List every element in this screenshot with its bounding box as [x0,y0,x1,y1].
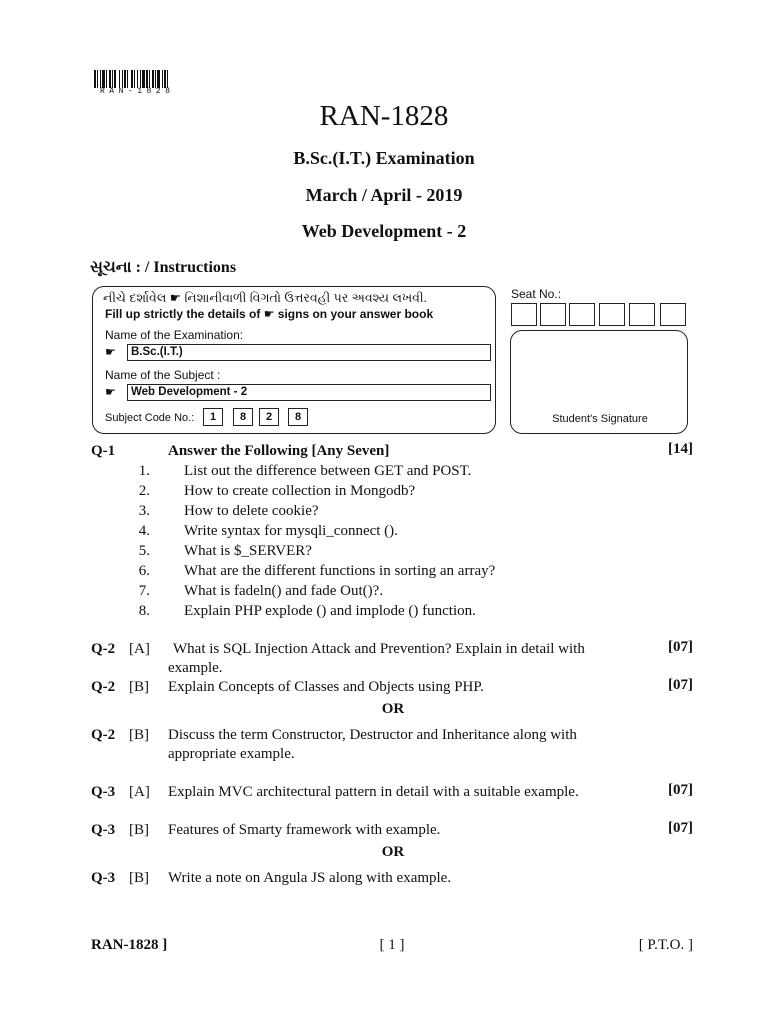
seat-number-cell[interactable] [599,303,625,326]
barcode-bar [167,70,168,88]
question-text: example. [168,660,223,676]
exam-name-field[interactable]: B.Sc.(I.T.) [127,344,491,361]
or-separator: OR [381,844,405,860]
question-marks: [07] [668,820,693,836]
question-number: Q-3 [91,870,116,886]
barcode-bar [122,70,123,88]
question-part: [A] [129,641,150,657]
barcode-bar [146,70,148,88]
barcode-bar [127,70,128,88]
subject-code-digit[interactable]: 2 [259,408,279,426]
barcode-bar [97,70,98,88]
barcode-bar [157,70,160,88]
question-marks: [07] [668,639,693,655]
instructions-heading: સૂચના : / Instructions [90,259,237,276]
barcode-text: RAN-1828 [100,87,175,96]
question-text: appropriate example. [168,746,295,762]
gujarati-instruction: નીચે દર્શાવેલ ☛ નિશાનીવાળી વિગતો ઉત્તરવહી પર અવશ્ય લખવી. [103,291,428,305]
subject-code-digit[interactable]: 8 [288,408,308,426]
candidate-info-box [92,286,496,434]
item-number: 7. [138,583,150,599]
question-text: Explain Concepts of Classes and Objects using PHP. [168,679,484,695]
subject-title: Web Development - 2 [301,221,467,241]
signature-box[interactable] [510,330,688,434]
question-item: How to create collection in Mongodb? [184,483,416,499]
seat-number-cell[interactable] [540,303,566,326]
question-marks: [07] [668,782,693,798]
question-number: Q-1 [91,443,116,459]
question-number: Q-2 [91,679,116,695]
barcode-bar [131,70,133,88]
question-part: [A] [129,784,150,800]
subject-code-digit[interactable]: 8 [233,408,253,426]
subject-code-digit[interactable]: 1 [203,408,223,426]
question-text: Explain MVC architectural pattern in detail with a suitable example. [168,784,579,800]
subject-code-label: Subject Code No.: [105,412,195,424]
exam-title: B.Sc.(I.T.) Examination [293,148,475,168]
question-marks: [07] [668,677,693,693]
item-number: 1. [138,463,150,479]
question-item: What are the different functions in sorting an array? [184,563,496,579]
subject-name-field[interactable]: Web Development - 2 [127,384,491,401]
seat-number-cell[interactable] [629,303,655,326]
barcode-graphic [94,70,214,88]
or-separator: OR [381,701,405,717]
pointing-hand-icon: ☛ [105,345,116,359]
question-item: How to delete cookie? [184,503,319,519]
barcode-bar [152,70,154,88]
barcode-bar [102,70,105,88]
barcode-bar [114,70,116,88]
barcode-bar [106,70,107,88]
question-item: What is $_SERVER? [184,543,312,559]
barcode-bar [100,70,101,88]
seat-number-cell[interactable] [511,303,537,326]
question-text: What is SQL Injection Attack and Prevention? Explain in detail with [173,641,585,657]
seat-number-cell[interactable] [660,303,686,326]
barcode-bar [164,70,166,88]
barcode-bar [137,70,138,88]
question-part: [B] [129,679,149,695]
barcode-bar [119,70,120,88]
barcode-bar [134,70,135,88]
barcode-bar [109,70,111,88]
barcode-bar [155,70,156,88]
item-number: 4. [138,523,150,539]
question-number: Q-3 [91,784,116,800]
question-number: Q-2 [91,641,116,657]
question-text: Features of Smarty framework with example. [168,822,441,838]
signature-label: Student's Signature [552,413,648,425]
question-title: Answer the Following [Any Seven] [168,443,390,459]
barcode-bar [140,70,141,88]
barcode-bar [142,70,145,88]
item-number: 5. [138,543,150,559]
subject-name-label: Name of the Subject : [105,368,221,382]
question-item: List out the difference between GET and POST. [184,463,472,479]
seat-number-cell[interactable] [569,303,595,326]
question-part: [B] [129,870,149,886]
question-number: Q-3 [91,822,116,838]
question-item: What is fadeln() and fade Out()?. [184,583,384,599]
item-number: 2. [138,483,150,499]
question-part: [B] [129,727,149,743]
question-text: Discuss the term Constructor, Destructor and Inheritance along with [168,727,577,743]
paper-code: RAN-1828 [319,100,449,132]
barcode-bar [149,70,150,88]
seat-number-label: Seat No.: [511,287,562,301]
pointing-hand-icon: ☛ [105,385,116,399]
footer-pto: [ P.T.O. ] [638,937,693,953]
barcode-bar [112,70,113,88]
english-instruction: Fill up strictly the details of ☛ signs on your answer book [105,307,434,321]
exam-name-label: Name of the Examination: [105,328,244,342]
item-number: 3. [138,503,150,519]
footer-paper-code: RAN-1828 ] [91,937,168,953]
item-number: 6. [138,563,150,579]
question-item: Explain PHP explode () and implode () function. [184,603,476,619]
footer-page-number: [ 1 ] [379,937,405,953]
question-part: [B] [129,822,149,838]
barcode-bar [94,70,96,88]
question-number: Q-2 [91,727,116,743]
exam-session: March / April - 2019 [305,185,463,205]
barcode-bar [124,70,126,88]
question-text: Write a note on Angula JS along with example. [168,870,452,886]
question-marks: [14] [668,441,693,457]
item-number: 8. [138,603,150,619]
question-item: Write syntax for mysqli_connect (). [184,523,398,539]
barcode-bar [162,70,163,88]
